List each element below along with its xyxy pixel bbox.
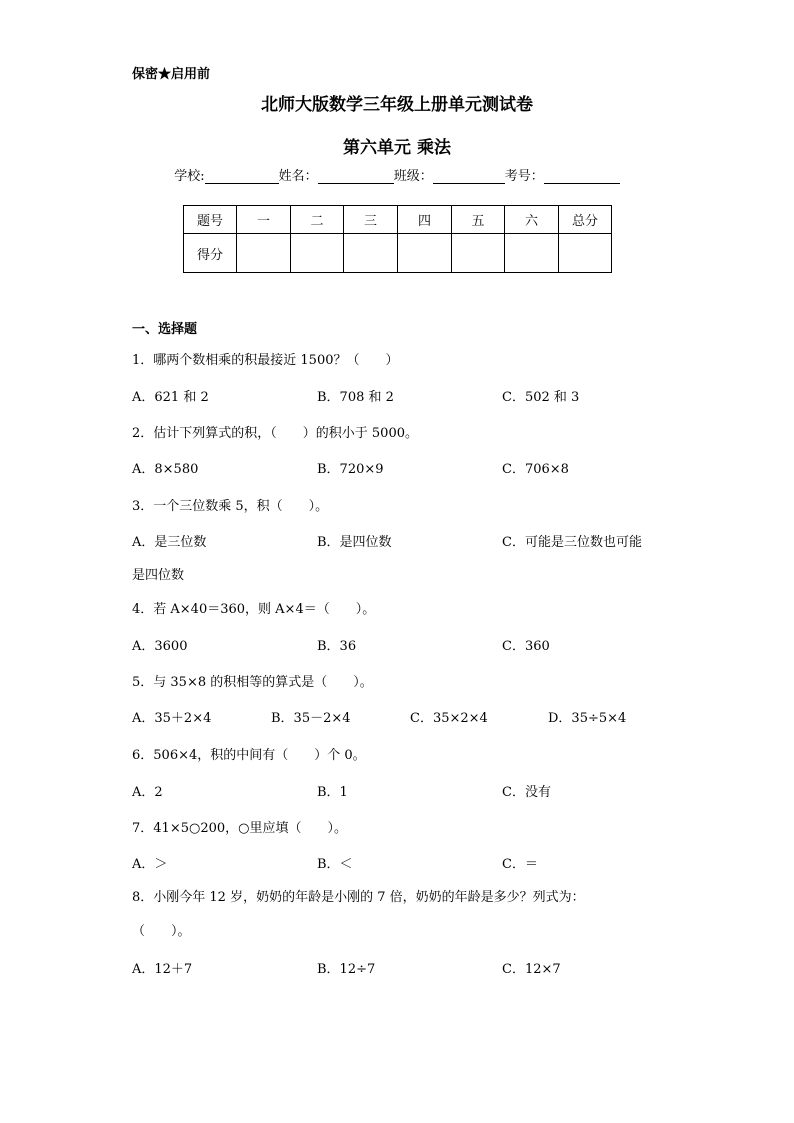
score-table-header-row	[184, 206, 612, 234]
unit-subtitle: 第六单元 乘法	[343, 138, 451, 158]
question-5-option-a[interactable]: A．35＋2×4	[132, 711, 212, 726]
question-7-option-c[interactable]: C．＝	[502, 857, 538, 872]
question-1-option-a[interactable]: A．621 和 2	[132, 390, 209, 405]
score-header-cell: 四	[398, 206, 452, 234]
score-header-cell: 总分	[559, 206, 612, 234]
question-2-option-c[interactable]: C．706×8	[502, 462, 569, 477]
score-cell[interactable]	[505, 234, 559, 273]
question-1-option-b[interactable]: B．708 和 2	[317, 390, 394, 405]
score-cell[interactable]	[344, 234, 398, 273]
question-8-option-b[interactable]: B．12÷7	[317, 962, 376, 977]
question-4-stem: 4．若 A×40＝360，则 A×4＝（ ）。	[132, 602, 376, 617]
confidential-label: 保密★启用前	[132, 67, 211, 82]
question-4-option-a[interactable]: A．3600	[132, 639, 188, 654]
question-8-option-a[interactable]: A．12＋7	[132, 962, 193, 977]
question-2-option-b[interactable]: B．720×9	[317, 462, 384, 477]
score-header-cell: 六	[505, 206, 559, 234]
exam-no-label: 考号：	[504, 169, 544, 184]
question-1-stem: 1．哪两个数相乘的积最接近 1500？（ ）	[132, 353, 399, 368]
score-table	[183, 205, 612, 273]
question-8-stem: 8．小刚今年 12 岁，奶奶的年龄是小刚的 7 倍，奶奶的年龄是多少？列式为：	[132, 890, 585, 905]
score-table-score-row	[184, 234, 612, 273]
school-label: 学校:	[174, 169, 205, 184]
question-5-stem: 5．与 35×8 的积相等的算式是（ ）。	[132, 675, 373, 690]
score-cell[interactable]	[559, 234, 612, 273]
score-header-cell: 三	[344, 206, 398, 234]
score-header-cell: 二	[291, 206, 344, 234]
question-2-option-a[interactable]: A．8×580	[132, 462, 199, 477]
question-3-option-c[interactable]: C．可能是三位数也可能	[502, 535, 642, 550]
score-cell[interactable]	[291, 234, 344, 273]
score-cell[interactable]	[452, 234, 505, 273]
class-label: 班级：	[393, 169, 433, 184]
question-7-option-a[interactable]: A．＞	[132, 857, 168, 872]
question-6-option-c[interactable]: C．没有	[502, 785, 551, 800]
section-heading: 一、选择题	[132, 322, 198, 337]
question-3-stem: 3．一个三位数乘 5，积（ ）。	[132, 499, 329, 514]
score-header-cell: 五	[452, 206, 505, 234]
question-5-option-b[interactable]: B．35－2×4	[271, 711, 351, 726]
question-3-option-b[interactable]: B．是四位数	[317, 535, 392, 550]
question-3-option-a[interactable]: A．是三位数	[132, 535, 207, 550]
question-7-stem: 7．41×5○200，○里应填（ ）。	[132, 821, 347, 836]
question-7-option-b[interactable]: B．＜	[317, 857, 353, 872]
name-label: 姓名：	[278, 169, 318, 184]
exam-no-blank[interactable]	[544, 169, 620, 184]
score-header-cell: 题号	[184, 206, 237, 234]
question-1-option-c[interactable]: C．502 和 3	[502, 390, 580, 405]
question-6-stem: 6．506×4，积的中间有（ ）个 0。	[132, 748, 366, 763]
question-4-option-b[interactable]: B．36	[317, 639, 357, 654]
score-header-cell: 一	[237, 206, 291, 234]
score-row-label: 得分	[184, 234, 237, 273]
question-6-option-b[interactable]: B．1	[317, 785, 348, 800]
question-5-option-d[interactable]: D．35÷5×4	[548, 711, 627, 726]
student-info-line	[0, 165, 794, 184]
class-blank[interactable]	[433, 169, 505, 184]
question-5-option-c[interactable]: C．35×2×4	[410, 711, 488, 726]
school-blank[interactable]	[205, 169, 279, 184]
score-cell[interactable]	[398, 234, 452, 273]
name-blank[interactable]	[318, 169, 394, 184]
score-cell[interactable]	[237, 234, 291, 273]
question-6-option-a[interactable]: A．2	[132, 785, 163, 800]
question-8-stem-line2: （ ）。	[132, 924, 191, 939]
question-2-stem: 2．估计下列算式的积，（ ）的积小于 5000。	[132, 426, 418, 441]
question-8-option-c[interactable]: C．12×7	[502, 962, 561, 977]
question-4-option-c[interactable]: C．360	[502, 639, 550, 654]
question-3-option-c-continuation: 是四位数	[132, 568, 185, 583]
exam-title: 北师大版数学三年级上册单元测试卷	[261, 95, 533, 115]
